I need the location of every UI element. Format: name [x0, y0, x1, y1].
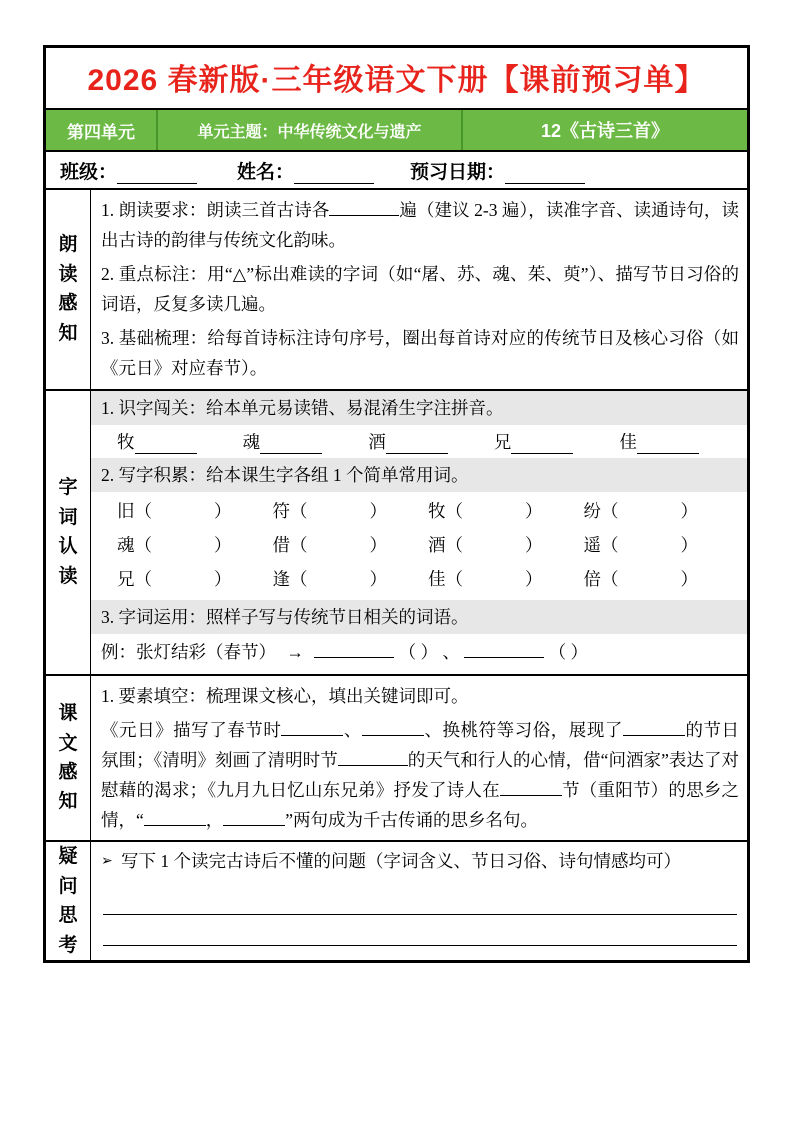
pinyin-char: 魂: [242, 431, 261, 452]
word-char: 借: [272, 534, 290, 555]
pinyin-blank[interactable]: [135, 438, 197, 454]
example-prefix: 例：张灯结彩（春节）: [101, 642, 276, 663]
pinyin-blank[interactable]: [511, 438, 573, 454]
unit-header-band: [46, 110, 747, 152]
section-body-vocabulary: [91, 391, 747, 674]
word-char: 逢: [272, 569, 290, 589]
word-char: 兄: [117, 569, 135, 589]
example-blank-2[interactable]: [464, 642, 544, 658]
example-paren-close: ）: [420, 642, 438, 663]
word-grid-row: [117, 528, 739, 562]
reading-item-1-part-a: 1. 朗读要求：朗读三首古诗各: [101, 200, 330, 220]
fill-text-p4: 的节日氛围；《清明》刻画了清明时节: [101, 719, 740, 770]
word-grid-row: [117, 494, 739, 528]
vocab-item-1-header: 1. 识字闯关：给本单元易读错、易混淆生字注拼音。: [91, 391, 747, 425]
pinyin-item[interactable]: [243, 429, 363, 454]
vocab-item-3-header: 3. 字词运用：照样子写与传统节日相关的词语。: [91, 600, 747, 634]
word-cell[interactable]: 佳（ ）: [428, 569, 543, 589]
arrow-icon: →: [286, 642, 304, 663]
example-paren-close: ）: [570, 642, 588, 663]
word-char: 魂: [117, 534, 135, 555]
word-cell[interactable]: 酒（ ）: [428, 534, 543, 555]
question-prompt-text: 写下 1 个读完古诗后不懂的问题（字词含义、节日习俗、诗句情感均可）: [121, 851, 681, 872]
section-body-questions: [91, 842, 747, 960]
fill-text-p8: ”两句成为千古传诵的思乡名句。: [285, 810, 539, 831]
fill-text-p5: 的天气和行人的心情，借“问酒家”表达了对慰藉的渴求；《九月九日忆山东兄弟》抒发了诗人在: [101, 749, 739, 800]
section-label-reading: [46, 190, 91, 389]
comprehension-blank-7[interactable]: [223, 810, 285, 826]
pinyin-item[interactable]: [494, 429, 614, 454]
name-label: 姓名：: [237, 161, 295, 183]
vocab-example-line: [91, 634, 747, 674]
section-label-char: 疑: [58, 846, 78, 868]
word-cell[interactable]: 倍（ ）: [583, 569, 698, 589]
comprehension-blank-1[interactable]: [281, 720, 343, 736]
class-label: 班级：: [60, 161, 118, 183]
question-prompt: [91, 842, 747, 876]
example-blank-1[interactable]: [314, 642, 394, 658]
section-label-char: 朗: [58, 234, 78, 256]
pinyin-blank[interactable]: [637, 438, 699, 454]
fill-text-p6: 节（重阳节）的思乡之情，“: [101, 780, 740, 831]
comprehension-item-1-header: 1. 要素填空：梳理课文核心，填出关键词即可。: [101, 685, 469, 706]
unit-number-cell: 第四单元: [46, 110, 158, 150]
comprehension-blank-3[interactable]: [623, 720, 685, 736]
section-label-questions: [46, 842, 91, 960]
section-label-char: 感: [58, 293, 78, 315]
page-title-text: 2026 春新版·三年级语文下册【课前预习单】: [87, 64, 706, 97]
section-label-comprehension: [46, 676, 91, 840]
date-field[interactable]: [410, 157, 585, 184]
word-char: 倍: [583, 569, 601, 589]
word-char: 牧: [428, 500, 446, 521]
date-label: 预习日期：: [410, 161, 506, 183]
section-label-char: 词: [58, 506, 78, 528]
section-reading-perception: [46, 190, 747, 391]
page-title: [46, 48, 747, 110]
section-vocabulary: [46, 391, 747, 676]
pinyin-blank[interactable]: [260, 438, 322, 454]
section-label-char: 读: [58, 263, 78, 285]
name-input-blank[interactable]: [294, 167, 374, 184]
section-label-char: 文: [58, 732, 78, 754]
arrow-bullet-icon: ➢: [101, 853, 113, 870]
fill-text-p1: 《元日》描写了春节时: [101, 719, 282, 740]
section-label-char: 问: [58, 875, 78, 897]
word-char: 旧: [117, 500, 135, 521]
section-label-char: 认: [58, 536, 78, 558]
word-cell[interactable]: 借（ ）: [272, 534, 387, 555]
comprehension-blank-6[interactable]: [144, 810, 206, 826]
word-cell[interactable]: 兄（ ）: [117, 569, 232, 589]
pinyin-item[interactable]: [619, 429, 739, 454]
pinyin-char: 酒: [368, 431, 386, 452]
section-body-reading: [91, 190, 747, 389]
answer-write-line[interactable]: [103, 915, 737, 946]
section-label-char: 知: [58, 791, 78, 813]
reading-item-1-part-b: 遍（建议 2-3 遍），读准字音、读通诗句，读出古诗的韵律与传统文化韵味。: [101, 200, 740, 251]
section-label-char: 知: [58, 322, 78, 344]
question-answer-area[interactable]: [91, 876, 747, 952]
comprehension-blank-5[interactable]: [500, 780, 562, 796]
word-char: 酒: [428, 534, 446, 555]
pinyin-blanks-row: [91, 425, 747, 458]
fill-text-p7: ，: [205, 810, 224, 831]
word-grid-row: [117, 562, 739, 596]
section-text-comprehension: [46, 676, 747, 842]
section-label-vocabulary: [46, 391, 91, 674]
worksheet-table: [43, 45, 750, 963]
lesson-title-cell: 12《古诗三首》: [540, 121, 670, 141]
word-cell[interactable]: 牧（ ）: [428, 500, 543, 521]
pinyin-char: 兄: [493, 431, 512, 452]
fill-text-p3: 、换桃符等习俗，展现了: [423, 719, 623, 740]
class-field[interactable]: [60, 157, 197, 184]
comprehension-blank-4[interactable]: [338, 750, 408, 766]
pinyin-item[interactable]: [368, 429, 488, 454]
word-cell[interactable]: 遥（ ）: [583, 534, 698, 555]
reading-item-2: 2. 重点标注：用“△”标出难读的字词（如“屠、苏、魂、茱、萸”）、描写节日习俗的词语，反复多读几遍。: [101, 264, 739, 315]
reading-item-1: [91, 190, 747, 257]
example-paren-open: （: [398, 642, 417, 663]
example-paren-open: （: [548, 642, 567, 663]
vocab-item-2-header: 2. 写字积累：给本课生字各组 1 个简单常用词。: [91, 458, 747, 492]
word-cell[interactable]: 旧（ ）: [117, 500, 232, 521]
reading-item-3: 3. 基础梳理：给每首诗标注诗句序号，圈出每首诗对应的传统节日及核心习俗（如《元日》对应春节）。: [101, 328, 739, 379]
word-cell[interactable]: 逢（ ）: [272, 569, 387, 589]
section-label-char: 读: [58, 565, 78, 587]
example-separator: 、: [442, 642, 460, 663]
section-label-char: 字: [58, 477, 78, 499]
answer-write-line[interactable]: [103, 884, 737, 915]
name-field[interactable]: [237, 157, 374, 184]
unit-theme-cell: 单元主题：中华传统文化与遗产: [158, 110, 463, 150]
class-input-blank[interactable]: [117, 167, 197, 184]
comprehension-fill-paragraph: [91, 713, 747, 840]
word-char: 遥: [583, 534, 601, 555]
word-char: 符: [272, 500, 290, 521]
word-cell[interactable]: 魂（ ）: [117, 534, 232, 555]
fill-text-p2: 、: [343, 719, 362, 740]
pinyin-char: 佳: [619, 431, 637, 452]
word-cell[interactable]: 纷（ ）: [583, 500, 698, 521]
section-questions: [46, 842, 747, 960]
pinyin-item[interactable]: [117, 429, 237, 454]
word-formation-grid: [91, 492, 747, 600]
section-label-char: 感: [58, 761, 78, 783]
pinyin-char: 牧: [117, 431, 135, 452]
section-label-char: 思: [58, 905, 78, 927]
section-body-comprehension: [91, 676, 747, 840]
word-char: 佳: [428, 569, 446, 589]
word-cell[interactable]: 符（ ）: [272, 500, 387, 521]
section-label-char: 考: [58, 934, 78, 956]
student-info-row: [46, 152, 747, 190]
word-char: 纷: [583, 500, 601, 521]
reading-blank-1[interactable]: [329, 200, 399, 216]
date-input-blank[interactable]: [505, 167, 585, 184]
pinyin-blank[interactable]: [386, 438, 448, 454]
section-label-char: 课: [58, 703, 78, 725]
comprehension-blank-2[interactable]: [362, 720, 424, 736]
